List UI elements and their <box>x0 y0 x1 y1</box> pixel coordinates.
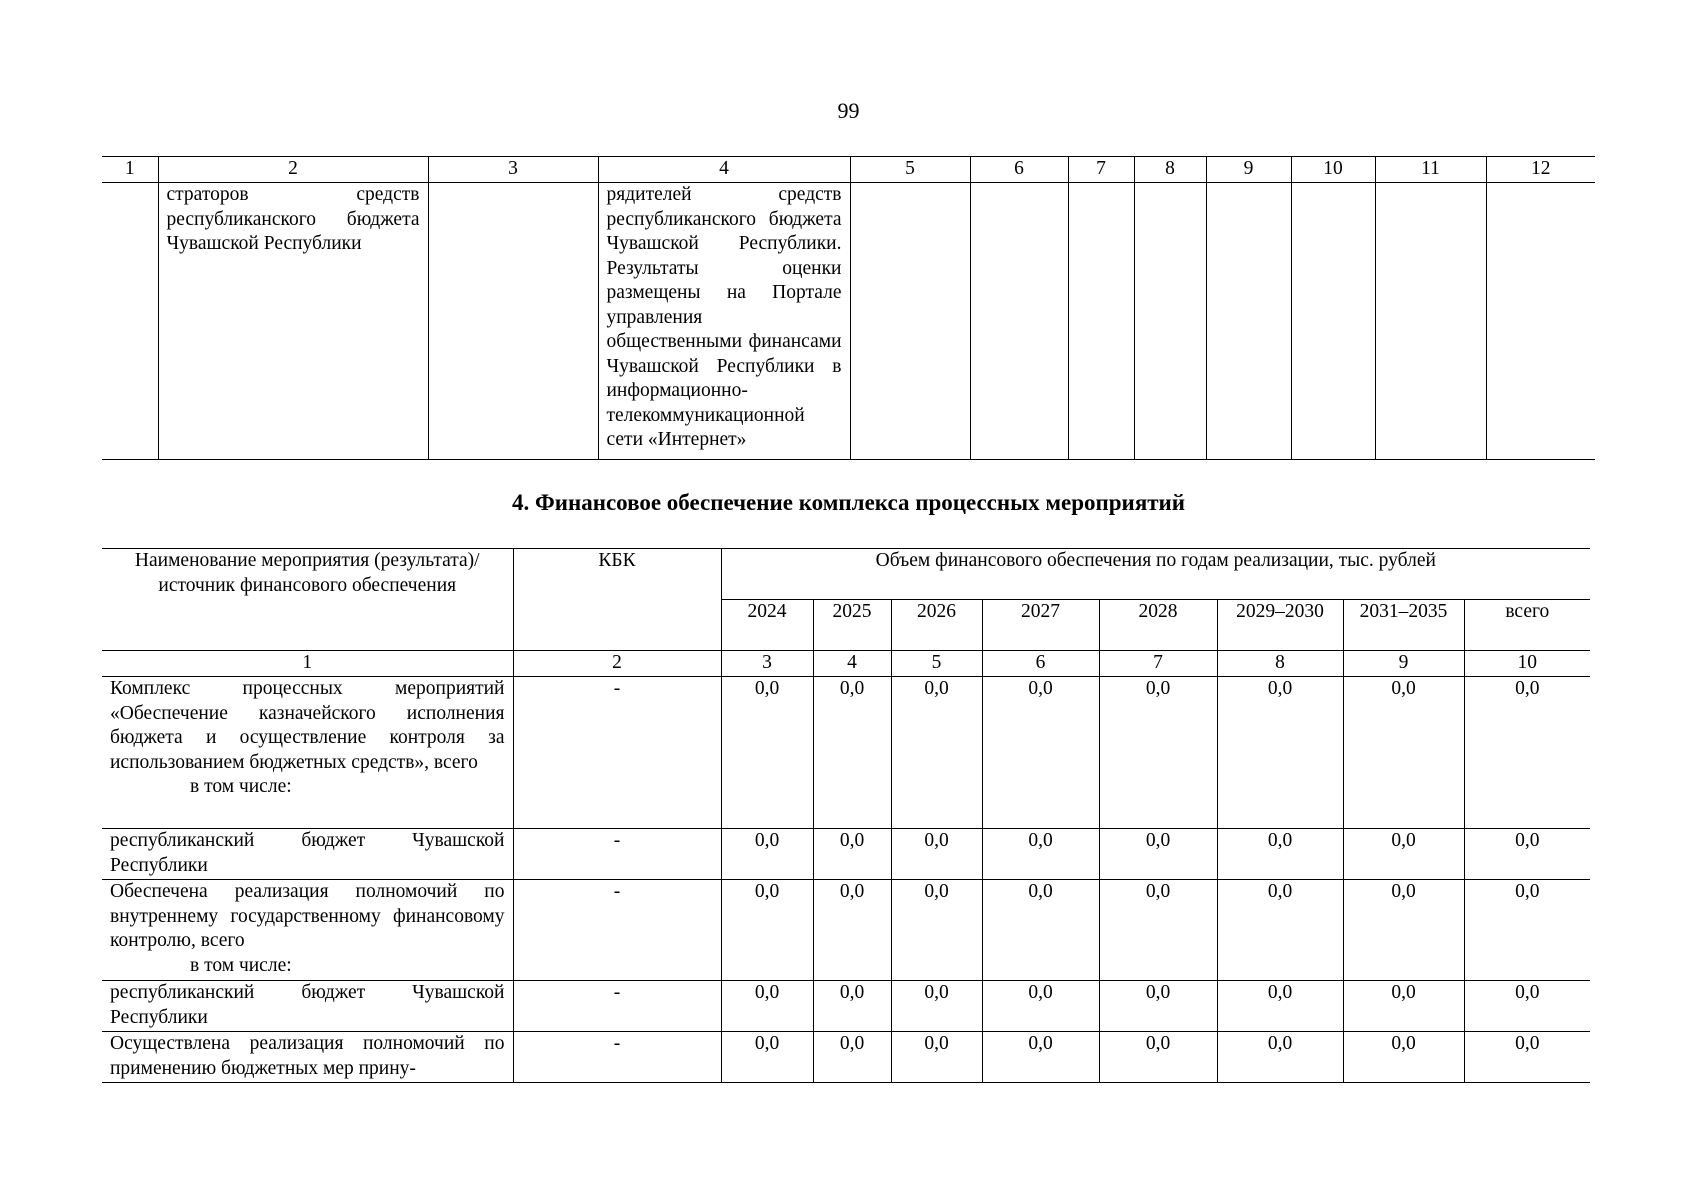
kbk-cell: - <box>513 677 721 829</box>
row-name: республиканский бюджет Чувашской Республики <box>110 982 505 1028</box>
value-cell: 0,0 <box>1099 880 1217 981</box>
value-cell: 0,0 <box>1343 1032 1464 1083</box>
value-cell: 0,0 <box>1217 677 1343 829</box>
value-cell: 0,0 <box>1217 880 1343 981</box>
row-subtitle: в том числе: <box>190 776 292 797</box>
column-number: 1 <box>102 651 513 677</box>
table-cell <box>1206 183 1291 460</box>
header-year-cell: всего <box>1464 600 1590 651</box>
table-row <box>102 183 1595 460</box>
value-cell: 0,0 <box>1343 677 1464 829</box>
column-number: 6 <box>970 157 1068 183</box>
section-title: 4. Финансовое обеспечение комплекса процессных мероприятий <box>511 490 1186 515</box>
value-cell: 0,0 <box>1343 880 1464 981</box>
column-number-row <box>102 651 1590 677</box>
finance-table <box>102 548 1590 1083</box>
row-name-cell <box>102 880 513 981</box>
value-cell: 0,0 <box>813 981 891 1032</box>
header-year-cell: 2028 <box>1099 600 1217 651</box>
value-cell: 0,0 <box>982 677 1099 829</box>
row-name-cell <box>102 981 513 1032</box>
value-cell: 0,0 <box>1099 677 1217 829</box>
column-number: 4 <box>813 651 891 677</box>
column-number: 9 <box>1206 157 1291 183</box>
column-number: 8 <box>1217 651 1343 677</box>
row-name-cell <box>102 1032 513 1083</box>
row-name: Обеспечена реализация полномочий по внутреннему государственному финансовому контролю, всего <box>110 881 505 951</box>
kbk-cell: - <box>513 880 721 981</box>
header-year-cell: 2025 <box>813 600 891 651</box>
column-number: 3 <box>428 157 598 183</box>
table-cell <box>850 183 970 460</box>
value-cell: 0,0 <box>1464 677 1590 829</box>
value-cell: 0,0 <box>1099 1032 1217 1083</box>
header-year-cell: 2026 <box>891 600 982 651</box>
value-cell: 0,0 <box>891 677 982 829</box>
header-year-cell: 2027 <box>982 600 1099 651</box>
value-cell: 0,0 <box>813 677 891 829</box>
row-subtitle: в том числе: <box>190 954 292 976</box>
column-number: 5 <box>891 651 982 677</box>
value-cell: 0,0 <box>1343 981 1464 1032</box>
column-number: 6 <box>982 651 1099 677</box>
value-cell: 0,0 <box>721 1032 813 1083</box>
column-number: 11 <box>1375 157 1486 183</box>
value-cell: 0,0 <box>891 880 982 981</box>
header-year-cell: 2024 <box>721 600 813 651</box>
value-cell: 0,0 <box>1464 981 1590 1032</box>
row-name: Комплекс процессных мероприятий «Обеспечение казначейского исполнения бюджета и осуществление контроля за использованием бюджетных средств», всего <box>110 678 505 773</box>
column-number-row <box>102 157 1595 183</box>
table-cell <box>428 183 598 460</box>
table-cell: рядителей средств республиканского бюджета Чувашской Республики. Результаты оценки размещены на Портале управления общественными финансами Чувашской Республики в информационно-телекоммуникационной сети «Интернет» <box>598 183 850 460</box>
table-cell <box>1291 183 1375 460</box>
kbk-cell: - <box>513 1032 721 1083</box>
column-number: 10 <box>1464 651 1590 677</box>
column-number: 7 <box>1099 651 1217 677</box>
column-number: 2 <box>513 651 721 677</box>
value-cell: 0,0 <box>1099 829 1217 880</box>
value-cell: 0,0 <box>891 829 982 880</box>
value-cell: 0,0 <box>813 829 891 880</box>
header-row <box>102 549 1590 600</box>
value-cell: 0,0 <box>721 829 813 880</box>
row-name: республиканский бюджет Чувашской Республики <box>110 830 505 876</box>
column-number: 9 <box>1343 651 1464 677</box>
header-year-cell: 2031–2035 <box>1343 600 1464 651</box>
column-number: 10 <box>1291 157 1375 183</box>
table-cell <box>970 183 1068 460</box>
header-name-cell: Наименование мероприятия (результата)/источник финансового обеспечения <box>102 549 513 651</box>
table-row <box>102 880 1590 981</box>
column-number: 8 <box>1134 157 1206 183</box>
table-cell <box>1068 183 1134 460</box>
value-cell: 0,0 <box>813 880 891 981</box>
value-cell: 0,0 <box>982 981 1099 1032</box>
value-cell: 0,0 <box>982 880 1099 981</box>
header-volume-cell: Объем финансового обеспечения по годам реализации, тыс. рублей <box>721 549 1590 600</box>
table-cell <box>1375 183 1486 460</box>
value-cell: 0,0 <box>1217 1032 1343 1083</box>
column-number: 12 <box>1486 157 1595 183</box>
column-number: 7 <box>1068 157 1134 183</box>
column-number: 3 <box>721 651 813 677</box>
value-cell: 0,0 <box>1343 829 1464 880</box>
kbk-cell: - <box>513 829 721 880</box>
column-number: 2 <box>158 157 428 183</box>
value-cell: 0,0 <box>982 829 1099 880</box>
value-cell: 0,0 <box>982 1032 1099 1083</box>
value-cell: 0,0 <box>721 981 813 1032</box>
continuation-table <box>102 156 1595 460</box>
table-cell <box>1134 183 1206 460</box>
table-row <box>102 677 1590 829</box>
header-kbk-cell: КБК <box>513 549 721 651</box>
value-cell: 0,0 <box>721 677 813 829</box>
value-cell: 0,0 <box>721 880 813 981</box>
table-cell <box>1486 183 1595 460</box>
value-cell: 0,0 <box>1464 1032 1590 1083</box>
column-number: 5 <box>850 157 970 183</box>
table-row <box>102 981 1590 1032</box>
row-name-cell <box>102 677 513 829</box>
kbk-cell: - <box>513 981 721 1032</box>
page-number: 99 <box>837 98 860 123</box>
value-cell: 0,0 <box>1217 829 1343 880</box>
value-cell: 0,0 <box>891 981 982 1032</box>
table-cell <box>102 183 158 460</box>
column-number: 1 <box>102 157 158 183</box>
row-name: Осуществлена реализация полномочий по применению бюджетных мер прину- <box>110 1033 505 1079</box>
value-cell: 0,0 <box>1099 981 1217 1032</box>
table-row <box>102 829 1590 880</box>
value-cell: 0,0 <box>891 1032 982 1083</box>
value-cell: 0,0 <box>1217 981 1343 1032</box>
table-row <box>102 1032 1590 1083</box>
column-number: 4 <box>598 157 850 183</box>
row-name-cell <box>102 829 513 880</box>
value-cell: 0,0 <box>1464 880 1590 981</box>
value-cell: 0,0 <box>1464 829 1590 880</box>
value-cell: 0,0 <box>813 1032 891 1083</box>
header-year-cell: 2029–2030 <box>1217 600 1343 651</box>
table-cell: страторов средств республиканского бюджета Чувашской Республики <box>158 183 428 460</box>
